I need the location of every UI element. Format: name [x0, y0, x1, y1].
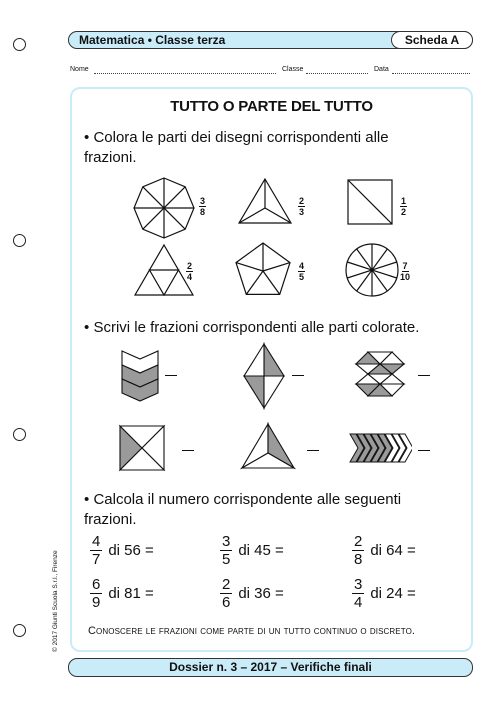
- name-label: Nome: [70, 66, 89, 73]
- date-label: Data: [374, 66, 389, 73]
- fraction-label: 4 5: [299, 261, 305, 282]
- square-x-shape[interactable]: [118, 424, 166, 472]
- copyright: © 2017 Giunti Scuola S.r.l., Firenze: [52, 550, 59, 652]
- calc-item: [352, 533, 416, 568]
- pentagon-shape[interactable]: [234, 241, 292, 297]
- fraction-label: 1 2: [401, 196, 407, 217]
- answer-blank[interactable]: [165, 375, 177, 376]
- calc-item: [90, 576, 154, 611]
- exercise3-text: Calcola il numero corrispondente alle seguenti frazioni.: [84, 491, 402, 528]
- banner-shape[interactable]: [120, 347, 160, 405]
- chevrons-shape[interactable]: [348, 432, 412, 464]
- calc-item: [90, 533, 154, 568]
- triangle-shape[interactable]: [237, 177, 293, 227]
- fraction-label: 7 10: [400, 261, 411, 282]
- exercise2-instruction: [84, 318, 464, 338]
- calc-text: di 45 =: [238, 542, 284, 559]
- circle-shape[interactable]: [344, 242, 400, 298]
- fraction: $\frac{2}{6}$: [222, 576, 231, 611]
- fraction: $\frac{3}{5}$: [222, 533, 231, 568]
- class-label: Classe: [282, 66, 304, 73]
- fraction-label: 2 4: [187, 261, 193, 282]
- fraction: $\frac{6}{9}$: [92, 576, 101, 611]
- calc-item: [220, 576, 284, 611]
- fraction: $\frac{3}{4}$: [354, 576, 363, 611]
- exercise1-text: Colora le parti dei disegni corrispondenti alle frazioni.: [84, 129, 389, 166]
- rhombus-shape[interactable]: [242, 342, 286, 410]
- calc-text: di 81 =: [108, 585, 154, 602]
- answer-blank[interactable]: [182, 450, 194, 451]
- exercise1-instruction: [84, 128, 444, 168]
- sheet-label: Scheda A: [391, 31, 473, 49]
- answer-blank[interactable]: [307, 450, 319, 451]
- calc-text: di 64 =: [370, 542, 416, 559]
- bullet-icon: •: [84, 129, 90, 146]
- exercise3-instruction: [84, 490, 444, 530]
- square-shape[interactable]: [346, 178, 394, 226]
- fraction: $\frac{2}{8}$: [354, 533, 363, 568]
- triangle-shaded-shape[interactable]: [240, 422, 296, 472]
- calc-text: di 36 =: [238, 585, 284, 602]
- date-field[interactable]: [392, 66, 470, 74]
- octagon-shape[interactable]: [132, 176, 196, 240]
- footer-bar: Dossier n. 3 – 2017 – Verifiche finali: [68, 658, 473, 677]
- triangle-cross-shape[interactable]: [354, 350, 406, 398]
- binder-hole: [13, 428, 26, 441]
- page-title: TUTTO O PARTE DEL TUTTO: [170, 98, 373, 115]
- answer-blank[interactable]: [418, 375, 430, 376]
- bullet-icon: •: [84, 491, 90, 508]
- binder-hole: [13, 624, 26, 637]
- answer-blank[interactable]: [292, 375, 304, 376]
- calc-item: [220, 533, 284, 568]
- exercise2-text: Scrivi le frazioni corrispondenti alle parti colorate.: [93, 319, 420, 336]
- binder-hole: [13, 234, 26, 247]
- footnote: Conoscere le frazioni come parte di un tutto continuo o discreto.: [88, 625, 416, 637]
- answer-blank[interactable]: [418, 450, 430, 451]
- subject-label: Matematica • Classe terza: [79, 33, 226, 47]
- name-field[interactable]: [94, 66, 276, 74]
- calc-text: di 24 =: [370, 585, 416, 602]
- header-bar: [68, 31, 473, 49]
- calc-item: [352, 576, 416, 611]
- binder-hole: [13, 38, 26, 51]
- fraction-label: 2 3: [299, 196, 305, 217]
- fraction-label: 3 8: [200, 196, 206, 217]
- fraction: $\frac{4}{7}$: [92, 533, 101, 568]
- class-field[interactable]: [306, 66, 368, 74]
- calc-text: di 56 =: [108, 542, 154, 559]
- bullet-icon: •: [84, 319, 90, 336]
